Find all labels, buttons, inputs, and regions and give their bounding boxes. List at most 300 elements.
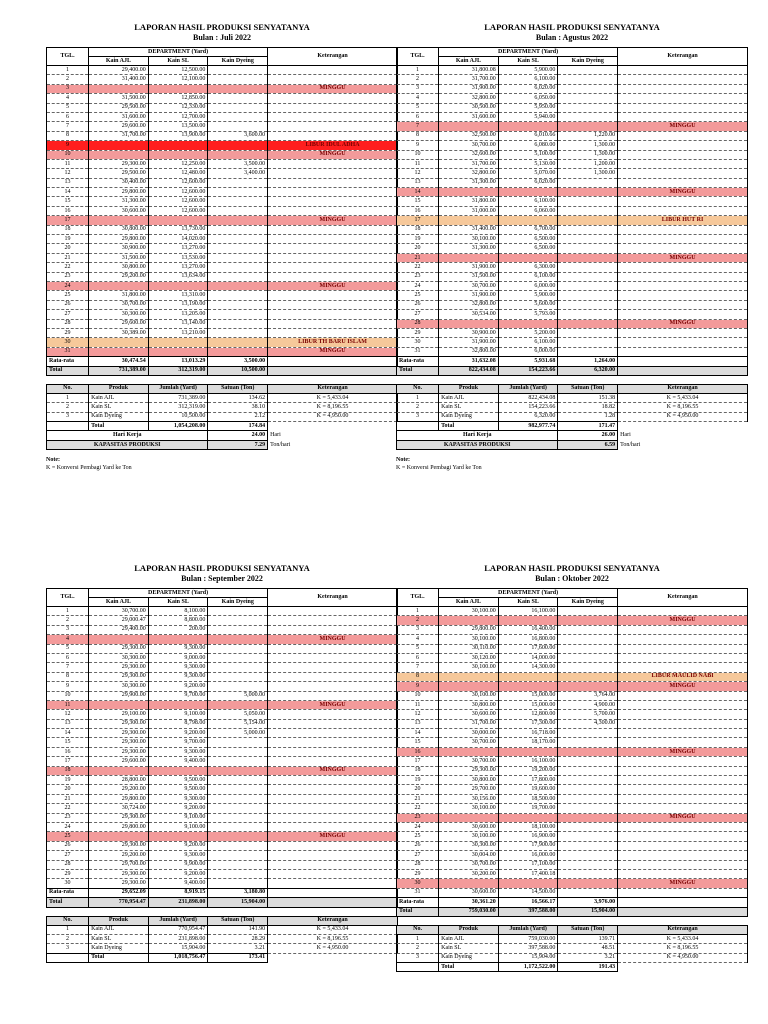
cell-date: 31	[47, 347, 89, 356]
cell-kain-sl	[498, 122, 558, 131]
header-kain-sl: Kain SL	[148, 598, 208, 607]
cell-kain-sl	[498, 616, 558, 625]
table-row	[47, 150, 398, 159]
summary-header-row	[47, 384, 398, 393]
summary-row	[397, 934, 748, 943]
cell-kain-ajl: 31,300.00	[89, 197, 149, 206]
cell-date: 3	[47, 625, 89, 634]
cell-kain-ajl: 30,900.00	[439, 328, 499, 337]
cell-date: 16	[47, 206, 89, 215]
cell-kain-ajl: 31,400.00	[439, 225, 499, 234]
table-row	[397, 822, 748, 831]
cell-kain-ajl: 30,700.00	[439, 281, 499, 290]
report-title: LAPORAN HASIL PRODUKSI SENYATANYA	[484, 22, 660, 32]
cell-date: 29	[397, 869, 439, 878]
cell-kain-dyeing	[208, 197, 268, 206]
cell-keterangan	[618, 141, 748, 150]
cell-kain-sl: 15,000.00	[498, 691, 558, 700]
cell-date: 5	[47, 644, 89, 653]
cell-kain-sl: 5,600.00	[498, 300, 558, 309]
total-value: 312,319.00	[148, 366, 208, 375]
header-keterangan: Keterangan	[268, 48, 398, 66]
kapasitas-row	[47, 440, 398, 449]
cell-date: 19	[47, 235, 89, 244]
table-row	[47, 253, 398, 262]
cell-empty	[47, 422, 89, 431]
cell-kain-ajl: 29,700.00	[89, 860, 149, 869]
summary-no: 2	[397, 403, 439, 412]
header-satuan: Satuan (Ton)	[208, 916, 268, 925]
hari-kerja-value: 26.00	[558, 431, 618, 440]
cell-keterangan	[618, 310, 748, 319]
cell-kain-ajl: 29,500.00	[89, 103, 149, 112]
cell-keterangan	[618, 272, 748, 281]
cell-date: 24	[47, 822, 89, 831]
average-value: 30,361.20	[439, 898, 499, 907]
cell-kain-dyeing	[558, 253, 618, 262]
cell-date: 25	[397, 832, 439, 841]
cell-kain-sl: 6,020.00	[498, 178, 558, 187]
cell-kain-ajl: 32,800.00	[439, 169, 499, 178]
cell-date: 9	[47, 141, 89, 150]
cell-kain-dyeing	[208, 94, 268, 103]
cell-keterangan	[618, 281, 748, 290]
summary-no: 2	[47, 934, 89, 943]
summary-row	[397, 944, 748, 953]
cell-kain-sl: 9,100.00	[148, 710, 208, 719]
table-row	[397, 776, 748, 785]
cell-kain-sl: 5,793.00	[498, 310, 558, 319]
cell-kain-sl: 17,100.00	[498, 860, 558, 869]
summary-satuan: 18.82	[558, 403, 618, 412]
table-row	[397, 281, 748, 290]
table-row	[47, 635, 398, 644]
cell-keterangan	[618, 178, 748, 187]
cell-kain-dyeing	[208, 794, 268, 803]
cell-kain-dyeing	[208, 785, 268, 794]
cell-keterangan: MINGGU	[268, 832, 398, 841]
cell-date: 5	[47, 103, 89, 112]
cell-kain-dyeing	[208, 672, 268, 681]
cell-kain-ajl: 30,700.00	[439, 757, 499, 766]
cell-date: 3	[47, 84, 89, 93]
cell-kain-dyeing	[208, 644, 268, 653]
header-kain-ajl: Kain AJL	[439, 57, 499, 66]
cell-kain-sl: 9,400.00	[148, 879, 208, 888]
cell-kain-dyeing	[208, 253, 268, 262]
cell-keterangan	[618, 338, 748, 347]
cell-kain-dyeing	[558, 112, 618, 121]
table-row	[397, 757, 748, 766]
cell-date: 26	[397, 300, 439, 309]
cell-date: 10	[47, 691, 89, 700]
cell-kain-dyeing	[208, 663, 268, 672]
cell-date: 31	[397, 347, 439, 356]
cell-date: 20	[47, 244, 89, 253]
table-row	[397, 663, 748, 672]
cell-kain-dyeing	[208, 338, 268, 347]
cell-kain-ajl: 31,700.00	[439, 159, 499, 168]
cell-kain-dyeing	[208, 103, 268, 112]
average-value: 8,919.15	[148, 888, 208, 897]
table-row	[47, 103, 398, 112]
table-row	[47, 235, 398, 244]
cell-kain-dyeing: 5,700.00	[558, 710, 618, 719]
hari-unit: Hari	[268, 431, 398, 440]
cell-keterangan	[618, 719, 748, 728]
cell-keterangan	[618, 84, 748, 93]
cell-date: 28	[397, 319, 439, 328]
cell-keterangan	[268, 776, 398, 785]
summary-total-label: Total	[439, 963, 499, 972]
total-value: 10,500.00	[208, 366, 268, 375]
summary-jumlah: 770,954.47	[148, 925, 208, 934]
cell-kain-ajl: 29,400.00	[89, 66, 149, 75]
summary-produk: Kain SL	[439, 944, 499, 953]
header-no: No.	[47, 916, 89, 925]
cell-date: 20	[397, 244, 439, 253]
table-row	[397, 616, 748, 625]
cell-empty	[268, 888, 398, 897]
header-keterangan: Keterangan	[618, 384, 748, 393]
cell-kain-ajl: 30,700.00	[439, 141, 499, 150]
table-row	[47, 347, 398, 356]
table-row	[397, 794, 748, 803]
cell-kain-ajl: 30,800.00	[89, 263, 149, 272]
cell-kain-sl: 16,718.00	[498, 729, 558, 738]
table-row	[397, 328, 748, 337]
cell-keterangan	[268, 813, 398, 822]
cell-keterangan: MINGGU	[618, 879, 748, 888]
table-row	[47, 84, 398, 93]
cell-keterangan	[618, 738, 748, 747]
cell-date: 24	[397, 281, 439, 290]
cell-empty	[268, 366, 398, 375]
cell-kain-ajl: 31,700.00	[439, 719, 499, 728]
cell-date: 21	[397, 794, 439, 803]
cell-empty	[618, 357, 748, 366]
cell-kain-ajl: 30,600.00	[439, 888, 499, 897]
cell-kain-ajl: 31,500.00	[89, 253, 149, 262]
cell-kain-sl	[498, 682, 558, 691]
header-satuan: Satuan (Ton)	[558, 384, 618, 393]
cell-kain-dyeing	[558, 607, 618, 616]
cell-kain-sl: 19,700.00	[498, 804, 558, 813]
header-no: No.	[47, 384, 89, 393]
summary-row	[47, 393, 398, 402]
cell-kain-dyeing	[208, 319, 268, 328]
summary-no: 1	[47, 393, 89, 402]
cell-kain-ajl: 29,600.00	[89, 122, 149, 131]
cell-keterangan	[268, 663, 398, 672]
cell-kain-sl: 18,500.00	[498, 794, 558, 803]
header-tgl: TGL.	[47, 48, 89, 66]
header-produk: Produk	[439, 384, 499, 393]
cell-kain-sl: 17,800.00	[498, 776, 558, 785]
cell-kain-dyeing	[558, 281, 618, 290]
summary-produk: Kain AJL	[89, 393, 149, 402]
cell-keterangan	[268, 691, 398, 700]
header-keterangan: Keterangan	[268, 916, 398, 925]
cell-keterangan	[268, 75, 398, 84]
table-row	[47, 131, 398, 140]
cell-keterangan	[618, 766, 748, 775]
cell-date: 6	[47, 653, 89, 662]
average-label: Rata-rata	[397, 898, 439, 907]
cell-kain-sl: 9,300.00	[148, 747, 208, 756]
cell-keterangan	[618, 663, 748, 672]
cell-empty	[618, 422, 748, 431]
cell-kain-sl: 13,270.00	[148, 263, 208, 272]
cell-kain-ajl: 30,800.00	[89, 225, 149, 234]
cell-kain-ajl: 32,800.00	[439, 94, 499, 103]
table-row	[397, 766, 748, 775]
cell-keterangan	[268, 644, 398, 653]
table-row	[397, 94, 748, 103]
cell-kain-sl: 16,900.00	[498, 832, 558, 841]
cell-date: 23	[47, 272, 89, 281]
cell-keterangan	[618, 776, 748, 785]
cell-kain-dyeing: 5,000.00	[208, 691, 268, 700]
summary-jumlah: 397,588.00	[498, 944, 558, 953]
total-row	[397, 366, 748, 375]
cell-date: 1	[397, 66, 439, 75]
cell-kain-ajl: 30,100.00	[439, 804, 499, 813]
cell-keterangan	[618, 804, 748, 813]
cell-kain-ajl: 30,600.00	[439, 710, 499, 719]
table-row	[47, 244, 398, 253]
cell-kain-ajl	[89, 281, 149, 290]
cell-kain-ajl: 29,300.00	[89, 869, 149, 878]
cell-keterangan	[618, 300, 748, 309]
summary-row	[47, 925, 398, 934]
cell-date: 25	[397, 291, 439, 300]
header-keterangan: Keterangan	[618, 925, 748, 934]
cell-date: 8	[47, 672, 89, 681]
table-header	[47, 589, 398, 607]
cell-date: 7	[397, 122, 439, 131]
cell-keterangan	[268, 738, 398, 747]
cell-kain-ajl	[89, 216, 149, 225]
note-title: Note:	[396, 457, 410, 464]
cell-kain-dyeing	[208, 178, 268, 187]
table-row	[397, 860, 748, 869]
cell-kain-sl	[498, 319, 558, 328]
cell-date: 20	[47, 785, 89, 794]
cell-kain-dyeing	[208, 66, 268, 75]
cell-date: 8	[397, 131, 439, 140]
header-kain-ajl: Kain AJL	[439, 598, 499, 607]
cell-kain-dyeing	[558, 310, 618, 319]
total-value: 231,898.00	[148, 898, 208, 907]
cell-kain-dyeing	[208, 281, 268, 290]
cell-keterangan	[618, 169, 748, 178]
cell-kain-dyeing: 3,764.00	[558, 691, 618, 700]
cell-date: 15	[47, 197, 89, 206]
cell-kain-ajl: 30,200.00	[439, 869, 499, 878]
note	[396, 456, 748, 472]
summary-jumlah: 15,904.00	[148, 944, 208, 953]
cell-kain-dyeing	[208, 244, 268, 253]
cell-kain-sl: 18,170.00	[498, 738, 558, 747]
total-value: 6,320.00	[558, 366, 618, 375]
table-row	[47, 188, 398, 197]
table-row	[47, 75, 398, 84]
cell-kain-ajl: 29,300.00	[89, 738, 149, 747]
cell-kain-ajl: 29,200.00	[89, 851, 149, 860]
cell-kain-dyeing	[558, 103, 618, 112]
cell-kain-dyeing	[208, 822, 268, 831]
cell-kain-dyeing	[558, 291, 618, 300]
cell-keterangan	[618, 851, 748, 860]
table-row	[47, 785, 398, 794]
cell-kain-dyeing	[558, 66, 618, 75]
cell-kain-sl: 5,130.00	[498, 159, 558, 168]
cell-date: 30	[397, 338, 439, 347]
cell-keterangan	[268, 206, 398, 215]
cell-date: 6	[47, 112, 89, 121]
production-table	[46, 588, 398, 908]
cell-kain-ajl	[89, 141, 149, 150]
table-row	[397, 150, 748, 159]
table-row	[397, 682, 748, 691]
cell-keterangan	[618, 244, 748, 253]
cell-date: 18	[47, 225, 89, 234]
summary-total-jumlah: 982,977.74	[498, 422, 558, 431]
cell-keterangan	[268, 272, 398, 281]
cell-kain-sl: 13,634.00	[148, 272, 208, 281]
cell-keterangan	[618, 653, 748, 662]
cell-kain-sl: 13,900.00	[148, 131, 208, 140]
kapasitas-row	[397, 440, 748, 449]
total-row	[47, 366, 398, 375]
table-row	[397, 729, 748, 738]
summary-produk: Kain AJL	[89, 925, 149, 934]
cell-keterangan	[618, 291, 748, 300]
table-row	[47, 747, 398, 756]
cell-kain-dyeing	[558, 860, 618, 869]
summary-produk: Kain Dyeing	[439, 412, 499, 421]
header-satuan: Satuan (Ton)	[208, 384, 268, 393]
cell-kain-ajl: 31,500.00	[89, 94, 149, 103]
cell-date: 29	[47, 869, 89, 878]
cell-kain-sl: 5,070.00	[498, 169, 558, 178]
cell-kain-ajl: 31,600.00	[89, 112, 149, 121]
kapasitas-unit: Ton/hari	[618, 440, 748, 449]
table-row	[47, 66, 398, 75]
cell-kain-dyeing	[208, 310, 268, 319]
cell-date: 8	[47, 131, 89, 140]
cell-keterangan: MINGGU	[268, 635, 398, 644]
summary-header-row	[47, 916, 398, 925]
cell-kain-sl: 16,100.00	[498, 757, 558, 766]
cell-kain-dyeing	[558, 625, 618, 634]
cell-kain-sl: 9,700.00	[148, 738, 208, 747]
cell-kain-dyeing	[208, 804, 268, 813]
cell-kain-dyeing: 3,400.00	[208, 169, 268, 178]
cell-kain-ajl: 29,300.00	[89, 813, 149, 822]
cell-kain-sl: 9,700.00	[148, 691, 208, 700]
cell-empty	[268, 898, 398, 907]
cell-keterangan	[618, 832, 748, 841]
cell-kain-sl: 19,600.00	[498, 785, 558, 794]
table-row	[47, 197, 398, 206]
header-produk: Produk	[439, 925, 499, 934]
cell-kain-sl: 6,500.00	[498, 235, 558, 244]
cell-kain-dyeing	[558, 94, 618, 103]
cell-keterangan	[268, 804, 398, 813]
summary-satuan: 2.12	[208, 412, 268, 421]
cell-keterangan	[618, 607, 748, 616]
cell-keterangan	[618, 112, 748, 121]
table-row	[47, 757, 398, 766]
table-row	[397, 300, 748, 309]
cell-keterangan	[268, 822, 398, 831]
spacer	[396, 917, 748, 925]
cell-kain-sl: 6,100.00	[498, 197, 558, 206]
table-row	[47, 216, 398, 225]
table-row	[47, 178, 398, 187]
cell-keterangan	[268, 719, 398, 728]
cell-date: 14	[47, 188, 89, 197]
summary-konversi: K = 8,196.55	[268, 934, 398, 943]
total-value: 15,904.00	[208, 898, 268, 907]
cell-kain-dyeing	[558, 188, 618, 197]
cell-keterangan	[618, 94, 748, 103]
summary-total-jumlah: 1,054,208.00	[148, 422, 208, 431]
cell-empty	[268, 953, 398, 962]
cell-kain-sl: 17,400.18	[498, 869, 558, 878]
cell-kain-sl: 9,900.00	[148, 860, 208, 869]
table-row	[47, 794, 398, 803]
cell-kain-sl: 5,900.00	[498, 291, 558, 300]
cell-kain-sl: 9,300.00	[148, 663, 208, 672]
cell-kain-dyeing	[208, 188, 268, 197]
header-no: No.	[397, 384, 439, 393]
cell-date: 4	[397, 94, 439, 103]
cell-kain-ajl: 30,534.00	[439, 310, 499, 319]
table-row	[397, 319, 748, 328]
cell-date: 24	[397, 822, 439, 831]
table-row	[397, 879, 748, 888]
cell-kain-ajl: 30,156.00	[439, 794, 499, 803]
cell-kain-dyeing	[558, 766, 618, 775]
cell-kain-dyeing	[558, 206, 618, 215]
cell-date: 9	[47, 682, 89, 691]
cell-kain-sl: 12,600.00	[148, 188, 208, 197]
cell-kain-sl: 6,060.00	[498, 206, 558, 215]
cell-kain-ajl: 30,120.00	[439, 653, 499, 662]
cell-date: 17	[47, 757, 89, 766]
table-row	[397, 785, 748, 794]
cell-kain-dyeing	[208, 813, 268, 822]
cell-kain-sl: 9,100.00	[148, 822, 208, 831]
cell-kain-dyeing	[208, 682, 268, 691]
cell-date: 5	[397, 103, 439, 112]
summary-jumlah: 231,898.00	[148, 934, 208, 943]
cell-kain-dyeing: 1,300.00	[558, 169, 618, 178]
summary-total-satuan: 174.84	[208, 422, 268, 431]
cell-date: 16	[397, 747, 439, 756]
cell-keterangan	[618, 328, 748, 337]
cell-kain-ajl: 31,800.00	[439, 197, 499, 206]
cell-kain-dyeing	[208, 860, 268, 869]
cell-keterangan: MINGGU	[618, 616, 748, 625]
cell-kain-sl: 13,310.00	[148, 291, 208, 300]
table-row	[397, 66, 748, 75]
cell-kain-ajl: 31,600.00	[439, 112, 499, 121]
cell-date: 21	[47, 794, 89, 803]
